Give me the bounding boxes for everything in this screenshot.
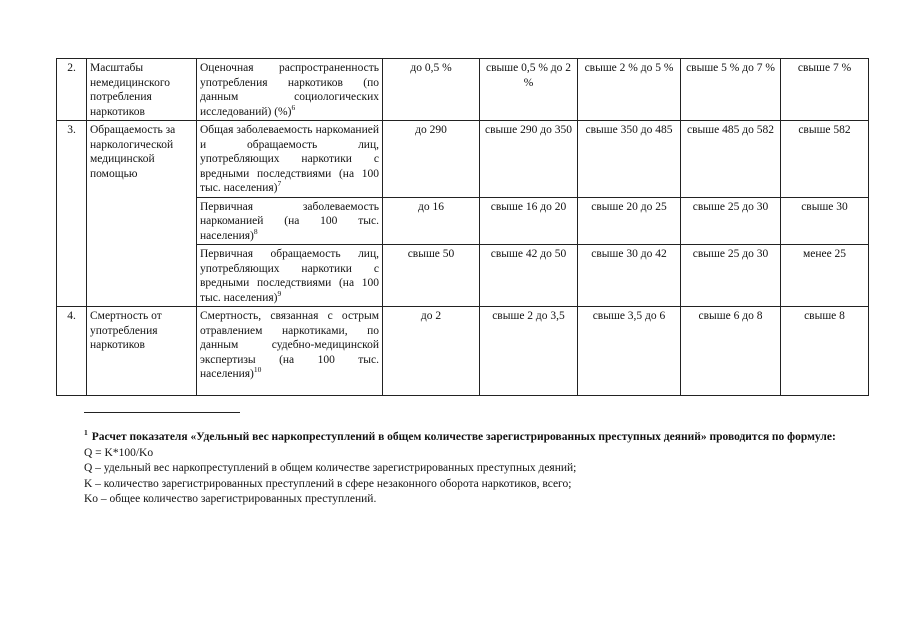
footnote-ref: 7 [277, 179, 282, 189]
metric-description: Первичная обращаемость лиц, употребляющих наркотики с вредными последствиями (на 100 тыс. населения)$^9$ [197, 245, 383, 307]
row-number: 2. [57, 59, 87, 121]
metric-description: Смертность, связанная с острым отравлением наркотиками, по данным судебно-медицинской экспертизы (на 100 тыс. населения)$^{10}$ [197, 307, 383, 396]
footnote-ref: 10 [253, 365, 262, 375]
value-cell: свыше 5 % до 7 % [681, 59, 781, 121]
footnote-separator [84, 412, 240, 413]
metric-description: Оценочная распространенность употребления наркотиков (по данным социологических исследований) (%)$^6$ [197, 59, 383, 121]
table-row [57, 121, 869, 198]
value-cell: свыше 485 до 582 [681, 121, 781, 198]
value-cell: свыше 50 [383, 245, 480, 307]
value-cell: свыше 30 до 42 [578, 245, 681, 307]
footnote-line: Ko – общее количество зарегистрированных преступлений. [84, 493, 377, 505]
value-cell: свыше 30 [781, 197, 869, 245]
table-row [57, 59, 869, 121]
footnote-line: Q – удельный вес наркопреступлений в общем количестве зарегистрированных преступных деяний; [84, 462, 577, 474]
footnote-line: K – количество зарегистрированных преступлений в сфере незаконного оборота наркотиков, всего; [84, 477, 572, 490]
value-cell: свыше 2 % до 5 % [578, 59, 681, 121]
value-cell: свыше 7 % [781, 59, 869, 121]
row-number: 3. [57, 121, 87, 307]
footnote-ref: 9 [277, 288, 282, 298]
value-cell: свыше 290 до 350 [480, 121, 578, 198]
value-cell: свыше 20 до 25 [578, 197, 681, 245]
value-cell: свыше 42 до 50 [480, 245, 578, 307]
footnote-ref: 8 [253, 226, 258, 236]
value-cell: свыше 25 до 30 [681, 197, 781, 245]
value-cell: до 2 [383, 307, 480, 396]
metric-description: Общая заболеваемость наркоманией и обращаемость лиц, употребляющих наркотики с вредными последствиями (на 100 тыс. населения)$^7$ [197, 121, 383, 198]
footnote-ref: 6 [291, 102, 296, 112]
metric-description: Первичная заболеваемость наркоманией (на 100 тыс. населения)$^8$ [197, 197, 383, 245]
value-cell: менее 25 [781, 245, 869, 307]
value-cell: свыше 16 до 20 [480, 197, 578, 245]
value-cell: свыше 8 [781, 307, 869, 396]
value-cell: свыше 582 [781, 121, 869, 198]
table-row [57, 307, 869, 396]
value-cell: свыше 0,5 % до 2 % [480, 59, 578, 121]
value-cell: до 16 [383, 197, 480, 245]
indicator-name: Смертность от употребления наркотиков [87, 307, 197, 396]
value-cell: свыше 25 до 30 [681, 245, 781, 307]
row-number: 4. [57, 307, 87, 396]
footnote-mark: 1 [84, 428, 88, 438]
value-cell: до 0,5 % [383, 59, 480, 121]
footnote-heading: $^1$ Расчет показателя «Удельный вес наркопреступлений в общем количестве зарегистрированных преступных деяний» проводится по формуле: [84, 428, 836, 443]
footnote [84, 430, 874, 508]
footnote-formula: Q = K*100/Ko [84, 446, 154, 459]
value-cell: до 290 [383, 121, 480, 198]
value-cell: свыше 6 до 8 [681, 307, 781, 396]
indicator-name: Масштабы немедицинского потребления наркотиков [87, 59, 197, 121]
value-cell: свыше 2 до 3,5 [480, 307, 578, 396]
indicator-name: Обращаемость за наркологической медицинской помощью [87, 121, 197, 307]
value-cell: свыше 3,5 до 6 [578, 307, 681, 396]
criteria-table [56, 58, 869, 396]
value-cell: свыше 350 до 485 [578, 121, 681, 198]
